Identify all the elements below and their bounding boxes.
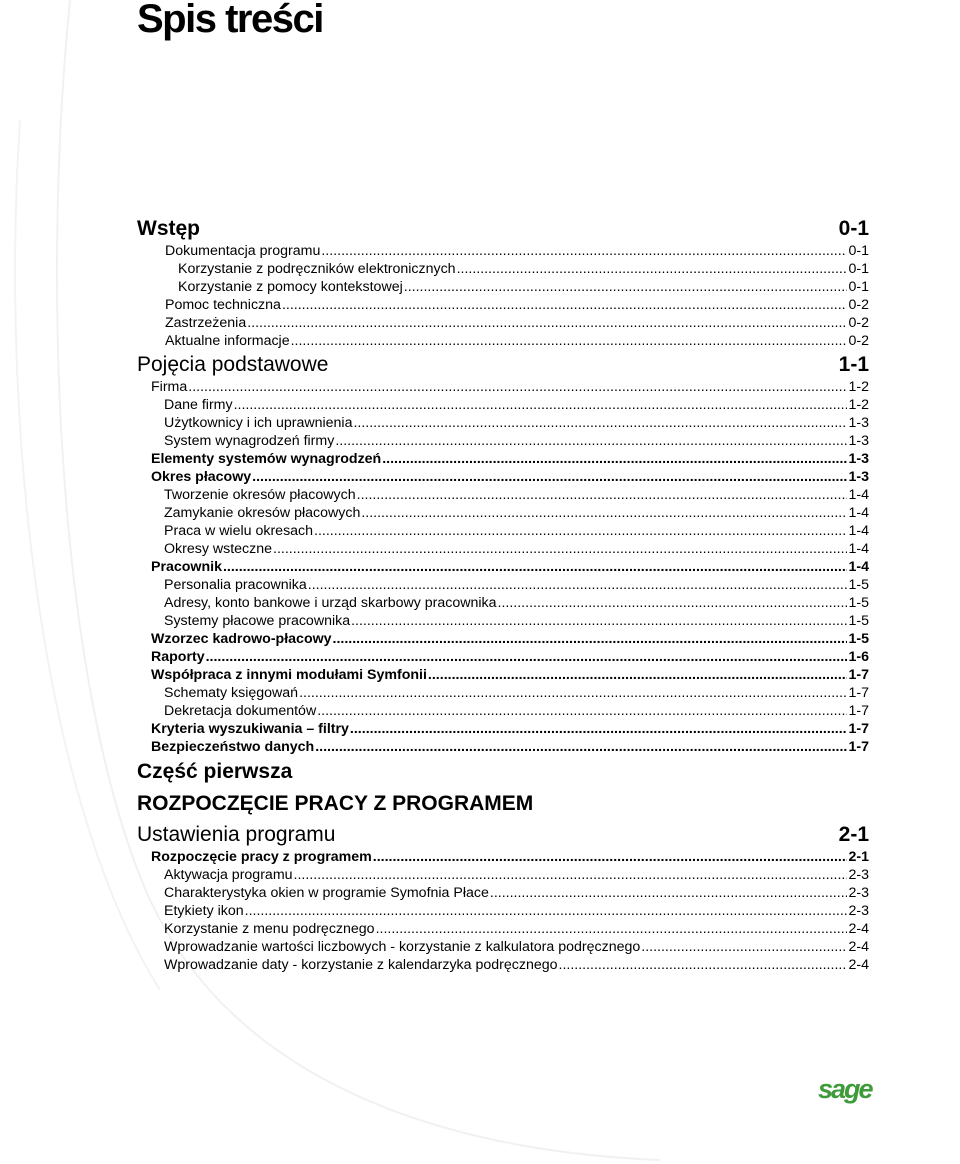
entry-page: 1-3 (848, 415, 869, 431)
entry-page: 0-1 (848, 279, 869, 295)
toc-entry[interactable] (137, 956, 869, 974)
dot-leader (428, 666, 848, 684)
toc-entry[interactable] (137, 558, 869, 576)
entry-page: 1-2 (848, 379, 869, 395)
entry-page: 1-4 (848, 487, 869, 503)
toc-entry[interactable] (137, 938, 869, 956)
toc-entry[interactable] (137, 540, 869, 558)
entry-page: 0-2 (848, 315, 869, 331)
dot-leader (357, 486, 848, 504)
entry-title: Zamykanie okresów płacowych (164, 505, 361, 521)
entry-title: Etykiety ikon (164, 903, 244, 919)
entry-page: 1-4 (848, 559, 869, 575)
dot-leader (308, 576, 848, 594)
dot-leader (234, 396, 848, 414)
entry-title: Dekretacja dokumentów (164, 703, 317, 719)
entry-title: Wprowadzanie wartości liczbowych - korzystanie z kalkulatora podręcznego (164, 939, 641, 955)
entry-title: Elementy systemów wynagrodzeń (151, 451, 382, 467)
dot-leader (315, 738, 847, 756)
entry-page: 1-4 (848, 523, 869, 539)
dot-leader (314, 522, 847, 540)
entry-page: 0-2 (848, 297, 869, 313)
entry-page: 1-4 (848, 505, 869, 521)
part-heading: ROZPOCZĘCIE PRACY Z PROGRAMEM (137, 792, 534, 815)
toc-entry[interactable] (137, 684, 869, 702)
toc-entry[interactable] (137, 378, 869, 396)
chapter-page: 0-1 (838, 217, 869, 240)
entry-title: Użytkownicy i ich uprawnienia (164, 415, 353, 431)
dot-leader (335, 432, 847, 450)
part-heading: Część pierwsza (137, 760, 293, 783)
dot-leader (294, 866, 848, 884)
dot-leader (188, 378, 847, 396)
entry-title: Okres płacowy (151, 469, 252, 485)
entry-page: 1-2 (848, 397, 869, 413)
entry-page: 2-3 (848, 885, 869, 901)
entry-title: Pomoc techniczna (165, 297, 281, 313)
dot-leader (299, 684, 847, 702)
entry-title: Adresy, konto bankowe i urząd skarbowy pracownika (164, 595, 497, 611)
entry-page: 1-7 (848, 703, 869, 719)
entry-page: 1-3 (848, 451, 869, 467)
entry-title: System wynagrodzeń firmy (164, 433, 335, 449)
entry-title: Raporty (151, 649, 205, 665)
dot-leader (373, 848, 848, 866)
toc-chapter[interactable] (137, 352, 869, 378)
entry-page: 1-4 (848, 541, 869, 557)
entry-page: 0-2 (848, 333, 869, 349)
chapter-title: Wstęp (137, 217, 200, 240)
page-title: Spis treści (137, 0, 323, 41)
chapter-page: 2-1 (838, 823, 869, 846)
dot-leader (498, 594, 848, 612)
entry-page: 2-4 (848, 957, 869, 973)
entry-page: 1-7 (848, 685, 869, 701)
toc-entry[interactable] (137, 848, 869, 866)
entry-title: Aktualne informacje (165, 333, 290, 349)
entry-page: 2-3 (848, 867, 869, 883)
entry-page: 1-6 (848, 649, 869, 665)
entry-title: Dane firmy (164, 397, 233, 413)
dot-leader (333, 630, 848, 648)
dot-leader (206, 648, 848, 666)
entry-title: Okresy wsteczne (164, 541, 273, 557)
entry-title: Personalia pracownika (164, 577, 307, 593)
dot-leader (350, 720, 848, 738)
toc-entry[interactable] (137, 468, 869, 486)
toc-entry[interactable] (137, 920, 869, 938)
toc-chapter[interactable] (137, 216, 869, 242)
toc-entry[interactable] (137, 278, 869, 296)
entry-title: Rozpoczęcie pracy z programem (151, 849, 372, 865)
dot-leader (361, 504, 847, 522)
toc-entry[interactable] (137, 296, 869, 314)
dot-leader (376, 920, 848, 938)
toc-entry[interactable] (137, 902, 869, 920)
entry-title: Schematy księgowań (164, 685, 299, 701)
entry-title: Aktywacja programu (164, 867, 293, 883)
dot-leader (351, 612, 847, 630)
dot-leader (317, 702, 847, 720)
dot-leader (559, 956, 848, 974)
dot-leader (223, 558, 848, 576)
entry-title: Korzystanie z menu podręcznego (164, 921, 375, 937)
dot-leader (404, 278, 848, 296)
entry-title: Korzystanie z pomocy kontekstowej (178, 279, 403, 295)
toc-entry[interactable] (137, 260, 869, 278)
dot-leader (273, 540, 847, 558)
entry-page: 0-1 (848, 261, 869, 277)
entry-title: Współpraca z innymi modułami Symfonii (151, 667, 427, 683)
toc-entry[interactable] (137, 450, 869, 468)
entry-title: Pracownik (151, 559, 222, 575)
toc-entry[interactable] (137, 866, 869, 884)
toc-entry[interactable] (137, 486, 869, 504)
chapter-title: Pojęcia podstawowe (137, 353, 329, 376)
toc-entry[interactable] (137, 314, 869, 332)
toc-chapter[interactable] (137, 822, 869, 848)
dot-leader (282, 296, 848, 314)
entry-title: Kryteria wyszukiwania – filtry (151, 721, 349, 737)
toc-entry[interactable] (137, 522, 869, 540)
table-of-contents (137, 214, 869, 974)
entry-title: Firma (151, 379, 188, 395)
entry-title: Bezpieczeństwo danych (151, 739, 315, 755)
entry-title: Wzorzec kadrowo-płacowy (151, 631, 332, 647)
toc-entry[interactable] (137, 576, 869, 594)
dot-leader (641, 938, 847, 956)
entry-page: 1-5 (848, 613, 869, 629)
entry-page: 1-3 (848, 433, 869, 449)
chapter-page: 1-1 (838, 353, 869, 376)
sage-logo: sage (818, 1074, 872, 1104)
toc-entry[interactable] (137, 720, 869, 738)
entry-page: 1-5 (848, 595, 869, 611)
dot-leader (247, 314, 847, 332)
entry-title: Zastrzeżenia (165, 315, 247, 331)
entry-title: Tworzenie okresów płacowych (164, 487, 356, 503)
entry-title: Charakterystyka okien w programie Symofnia Płace (164, 885, 489, 901)
entry-page: 1-7 (848, 667, 869, 683)
entry-page: 1-7 (848, 721, 869, 737)
entry-title: Korzystanie z podręczników elektronicznych (178, 261, 456, 277)
toc-entry[interactable] (137, 396, 869, 414)
entry-page: 1-3 (848, 469, 869, 485)
toc-entry[interactable] (137, 612, 869, 630)
dot-leader (382, 450, 847, 468)
dot-leader (245, 902, 848, 920)
toc-entry[interactable] (137, 432, 869, 450)
chapter-title: Ustawienia programu (137, 823, 336, 846)
dot-leader (353, 414, 847, 432)
toc-entry[interactable] (137, 414, 869, 432)
dot-leader (321, 242, 847, 260)
toc-entry[interactable] (137, 702, 869, 720)
toc-entry[interactable] (137, 332, 869, 350)
entry-page: 2-1 (848, 849, 869, 865)
toc-entry[interactable] (137, 242, 869, 260)
dot-leader (490, 884, 848, 902)
toc-entry[interactable] (137, 504, 869, 522)
entry-title: Praca w wielu okresach (164, 523, 314, 539)
entry-page: 0-1 (848, 243, 869, 259)
toc-entry[interactable] (137, 738, 869, 756)
toc-entry[interactable] (137, 884, 869, 902)
toc-entry[interactable] (137, 594, 869, 612)
entry-page: 2-4 (848, 921, 869, 937)
dot-leader (457, 260, 848, 278)
entry-page: 1-5 (848, 577, 869, 593)
toc-entry[interactable] (137, 648, 869, 666)
entry-title: Wprowadzanie daty - korzystanie z kalendarzyka podręcznego (164, 957, 558, 973)
dot-leader (252, 468, 847, 486)
entry-page: 2-3 (848, 903, 869, 919)
entry-title: Dokumentacja programu (165, 243, 321, 259)
dot-leader (291, 332, 848, 350)
entry-page: 1-7 (848, 739, 869, 755)
entry-title: Systemy płacowe pracownika (164, 613, 351, 629)
entry-page: 2-4 (848, 939, 869, 955)
entry-page: 1-5 (848, 631, 869, 647)
toc-entry[interactable] (137, 630, 869, 648)
toc-entry[interactable] (137, 666, 869, 684)
